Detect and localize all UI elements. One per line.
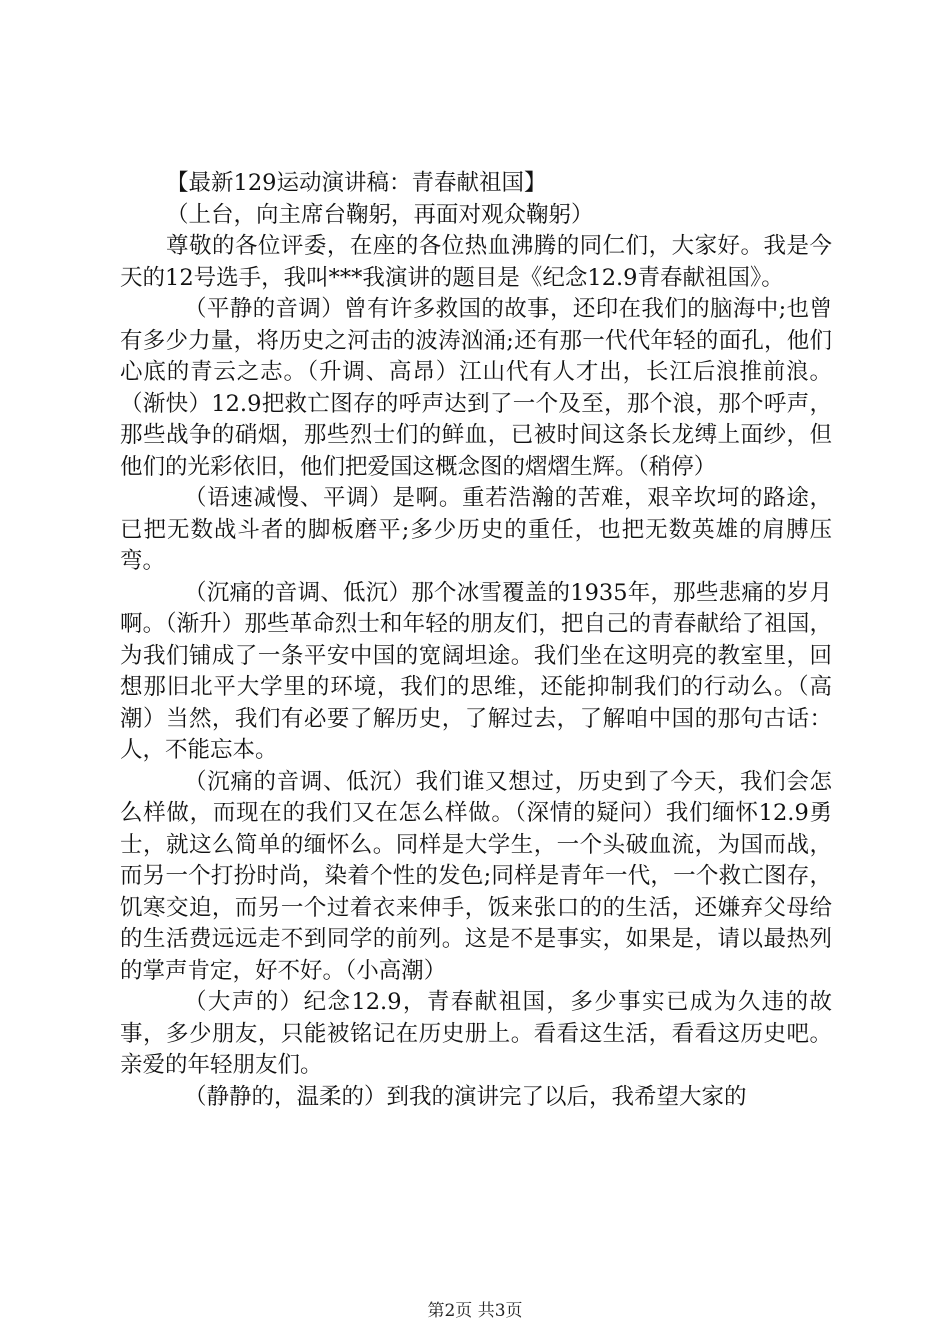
paragraph: （静静的，温柔的）到我的演讲完了以后，我希望大家的 xyxy=(184,1083,747,1110)
paragraph: （沉痛的音调、低沉）我们谁又想过，历史到了今天，我们会怎么样做，而现在的我们又在怎么样做。（深情的疑问）我们缅怀12.9勇士，就这么简单的缅怀么。同样是大学生，一个头破血流，为国而战，而另一个打扮时尚，染着个性的发色;同样是青年一代，一个救亡图存，饥寒交迫，而另一个过着衣来伸手，饭来张口的的生活，还嫌弃父母给的生活费远远走不到同学的前列。这是不是事实，如果是，请以最热列的掌声肯定，好不好。（小高潮） xyxy=(120,768,832,984)
page-number-footer: 第2页 共3页 xyxy=(427,1301,523,1321)
document-body xyxy=(120,168,832,1113)
paragraph-greeting: 尊敬的各位评委，在座的各位热血沸腾的同仁们，大家好。我是今天的12号选手，我叫***我演讲的题目是《纪念12.9青春献祖国》。 xyxy=(120,233,832,291)
paragraph: （平静的音调）曾有许多救国的故事，还印在我们的脑海中;也曾有多少力量，将历史之河击的波涛汹涌;还有那一代代年轻的面孔，他们心底的青云之志。（升调、高昂）江山代有人才出，长江后浪推前浪。（渐快）12.9把救亡图存的呼声达到了一个及至，那个浪，那个呼声，那些战争的硝烟，那些烈士们的鲜血，已被时间这条长龙缚上面纱，但他们的光彩依旧，他们把爱国这概念图的熠熠生辉。（稍停） xyxy=(120,296,832,480)
stage-direction: （上台，向主席台鞠躬，再面对观众鞠躬） xyxy=(166,201,594,228)
paragraph: （语速减慢、平调）是啊。重若浩瀚的苦难，艰辛坎坷的路途，已把无数战斗者的脚板磨平;多少历史的重任，也把无数英雄的肩膊压弯。 xyxy=(120,485,832,574)
paragraph: （大声的）纪念12.9，青春献祖国，多少事实已成为久违的故事，多少朋友，只能被铭记在历史册上。看看这生活，看看这历史吧。亲爱的年轻朋友们。 xyxy=(120,989,832,1078)
paragraph: （沉痛的音调、低沉）那个冰雪覆盖的1935年，那些悲痛的岁月啊。（渐升）那些革命烈士和年轻的朋友们，把自己的青春献给了祖国，为我们铺成了一条平安中国的宽阔坦途。我们坐在这明亮的教室里，回想那旧北平大学里的环境，我们的思维，还能抑制我们的行动么。（高潮）当然，我们有必要了解历史，了解过去，了解咱中国的那句古话：人，不能忘本。 xyxy=(120,579,832,763)
document-title: 【最新129运动演讲稿：青春献祖国】 xyxy=(166,170,547,196)
